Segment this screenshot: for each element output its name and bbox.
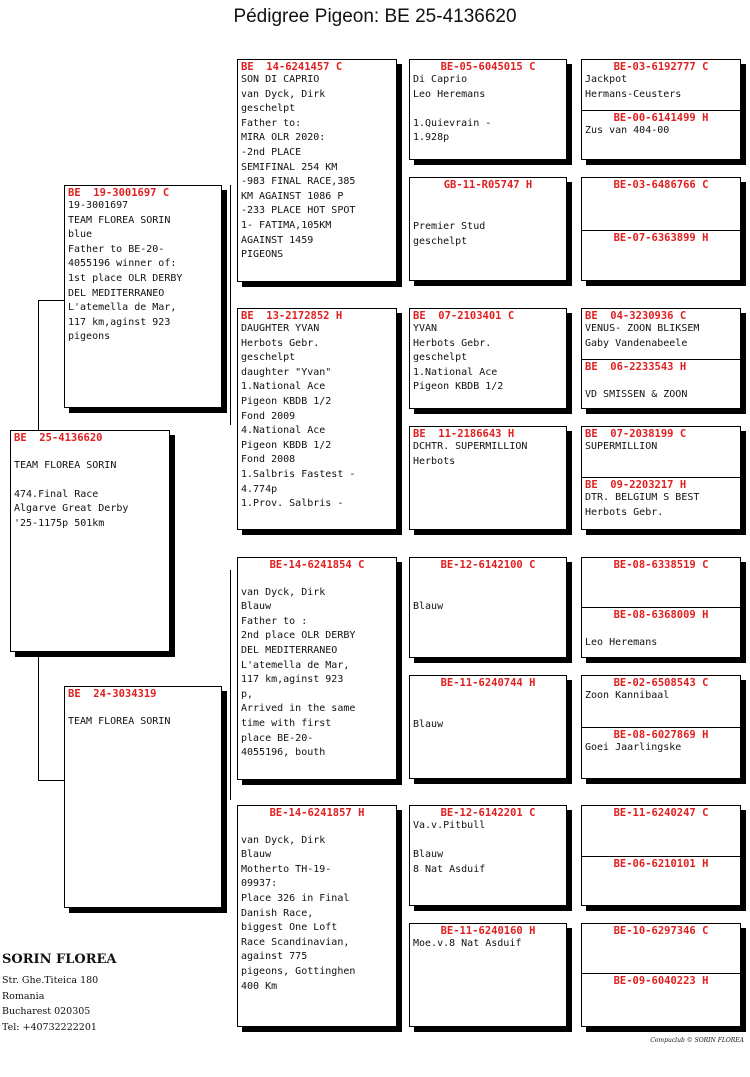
pigeon-info: TEAM FLOREA SORIN 474.Final Race Algarve Great Derby '25-1175p 501km [14, 459, 129, 529]
ring-number: BE-03-6486766 C [613, 179, 709, 191]
ancestor-card [409, 177, 567, 281]
pigeon-info: SON DI CAPRIO van Dyck, Dirk geschelpt Father to: MIRA OLR 2020: -2nd PLACE SEMIFINAL 254 KM -983 FINAL RACE,385 KM AGAINST 1086 P -233 PLACE HOT SPOT 1- FATIMA,105KM AGAINST 1459 PIGEONS [241, 74, 356, 261]
footer-credit: Compuclub © SORIN FLOREA [650, 1037, 744, 1044]
grandmother-maternal-card [237, 805, 397, 1027]
ring-number: BE-11-6240744 H [440, 677, 536, 689]
mother-card [64, 686, 222, 908]
ring-number: BE-07-6363899 H [613, 232, 709, 244]
ancestor-pair-card [581, 675, 741, 779]
ring-number: BE-12-6142100 C [440, 559, 536, 571]
ancestor-pair-card [581, 308, 741, 409]
pigeon-info: Va.v.Pitbull Blauw 8 Nat Asduif [413, 820, 486, 875]
pigeon-info: Blauw [413, 601, 444, 613]
ring-number: BE 25-4136620 [14, 432, 103, 444]
owner-address: Str. Ghe.Titeica 180 Romania Bucharest 020305 Tel: +40732222201 [2, 975, 99, 1033]
ring-number: BE 13-2172852 H [241, 310, 343, 322]
pigeon-info: 19-3001697 TEAM FLOREA SORIN blue Father to BE-20- 4055196 winner of: 1st place OLR DERBY DEL MEDITERRANEO L'atemella de Mar, 117 km,aginst 923 pigeons [68, 200, 183, 343]
pigeon-info: Goei Jaarlingske [585, 742, 682, 753]
ancestor-card [409, 557, 567, 658]
connector-line [38, 780, 64, 781]
ring-number: BE 24-3034319 [68, 688, 157, 700]
ring-number: BE 07-2103401 C [413, 310, 515, 322]
ring-number: GB-11-R05747 H [443, 179, 533, 191]
connector-line [230, 570, 231, 800]
connector-line [230, 185, 231, 425]
pigeon-info: Moe.v.8 Nat Asduif [413, 938, 522, 949]
ring-number: BE-08-6368009 H [613, 609, 709, 621]
pigeon-info: SUPERMILLION [585, 441, 658, 452]
pigeon-info: Blauw [413, 719, 444, 731]
ring-number: BE-11-6240160 H [440, 925, 536, 937]
ancestor-card [409, 426, 567, 530]
ancestor-card [409, 805, 567, 906]
pigeon-info: Di Caprio Leo Heremans 1.Quievrain - 1.928p [413, 74, 492, 144]
ring-number: BE 11-2186643 H [413, 428, 515, 440]
ancestor-card [409, 923, 567, 1027]
pigeon-info: VD SMISSEN & ZOON [585, 388, 688, 400]
connector-line [38, 650, 39, 780]
ancestor-pair-card [581, 426, 741, 530]
pigeon-info: Jackpot Hermans-Ceusters [585, 74, 682, 100]
pigeon-info: DAUGHTER YVAN Herbots Gebr. geschelpt daughter "Yvan" 1.National Ace Pigeon KBDB 1/2 Fond 2009 4.National Ace Pigeon KBDB 1/2 Fond 2008 1.Salbris Fastest - 4.774p 1.Prov. Salbris - [241, 323, 356, 510]
ancestor-card [409, 59, 567, 160]
pigeon-info: VENUS- ZOON BLIKSEM Gaby Vandenabeele [585, 323, 700, 349]
subject-pigeon-card [10, 430, 170, 652]
ancestor-card [409, 308, 567, 409]
ancestor-pair-card [581, 177, 741, 281]
ring-number: BE-05-6045015 C [440, 61, 536, 73]
ring-number: BE-03-6192777 C [613, 61, 709, 73]
ring-number: BE 06-2233543 H [585, 361, 687, 373]
ring-number: BE-00-6141499 H [613, 112, 709, 124]
grandmother-paternal-card [237, 308, 397, 530]
pigeon-info: YVAN Herbots Gebr. geschelpt 1.National Ace Pigeon KBDB 1/2 [413, 323, 504, 393]
ring-number: BE-14-6241854 C [269, 559, 365, 571]
grandfather-maternal-card [237, 557, 397, 780]
ring-number: BE-08-6027869 H [613, 729, 709, 741]
ring-number: BE-08-6338519 C [613, 559, 709, 571]
connector-line [38, 300, 39, 435]
ring-number: BE-12-6142201 C [440, 807, 536, 819]
ring-number: BE-02-6508543 C [613, 677, 709, 689]
pigeon-info: Zoon Kannibaal [585, 690, 670, 701]
page-title: Pédigree Pigeon: BE 25-4136620 [233, 6, 517, 27]
grandfather-paternal-card [237, 59, 397, 282]
pigeon-info: DTR. BELGIUM S BEST Herbots Gebr. [585, 492, 700, 518]
ring-number: BE-11-6240247 C [613, 807, 709, 819]
ancestor-pair-card [581, 59, 741, 160]
ring-number: BE-14-6241857 H [269, 807, 365, 819]
ancestor-pair-card [581, 923, 741, 1027]
pigeon-info: Premier Stud geschelpt [413, 221, 486, 247]
ancestor-card [409, 675, 567, 779]
pigeon-info: DCHTR. SUPERMILLION Herbots [413, 441, 528, 467]
ancestor-pair-card [581, 557, 741, 658]
ring-number: BE 14-6241457 C [241, 61, 343, 73]
connector-line [38, 300, 64, 301]
pigeon-info: Zus van 404-00 [585, 125, 670, 136]
ring-number: BE-10-6297346 C [613, 925, 709, 937]
ring-number: BE-06-6210101 H [613, 858, 709, 870]
pigeon-info: TEAM FLOREA SORIN [68, 715, 171, 727]
pigeon-info: van Dyck, Dirk Blauw Motherto TH-19- 09937: Place 326 in Final Danish Race, biggest One Loft Race Scandinavian, against 775 pigeons, Gottinghen 400 Km [241, 834, 356, 992]
owner-name: SORIN FLOREA [2, 952, 117, 967]
ring-number: BE 04-3230936 C [585, 310, 687, 322]
ring-number: BE 07-2038199 C [585, 428, 687, 440]
pigeon-info: Leo Heremans [585, 636, 658, 648]
ring-number: BE-09-6040223 H [613, 975, 709, 987]
father-card [64, 185, 222, 408]
ancestor-pair-card [581, 805, 741, 906]
ring-number: BE 19-3001697 C [68, 187, 170, 199]
ring-number: BE 09-2203217 H [585, 479, 687, 491]
pigeon-info: van Dyck, Dirk Blauw Father to : 2nd place OLR DERBY DEL MEDITERRANEO L'atemella de Mar, 117 km,aginst 923 p, Arrived in the same time with first place BE-20- 4055196, bouth [241, 586, 356, 759]
